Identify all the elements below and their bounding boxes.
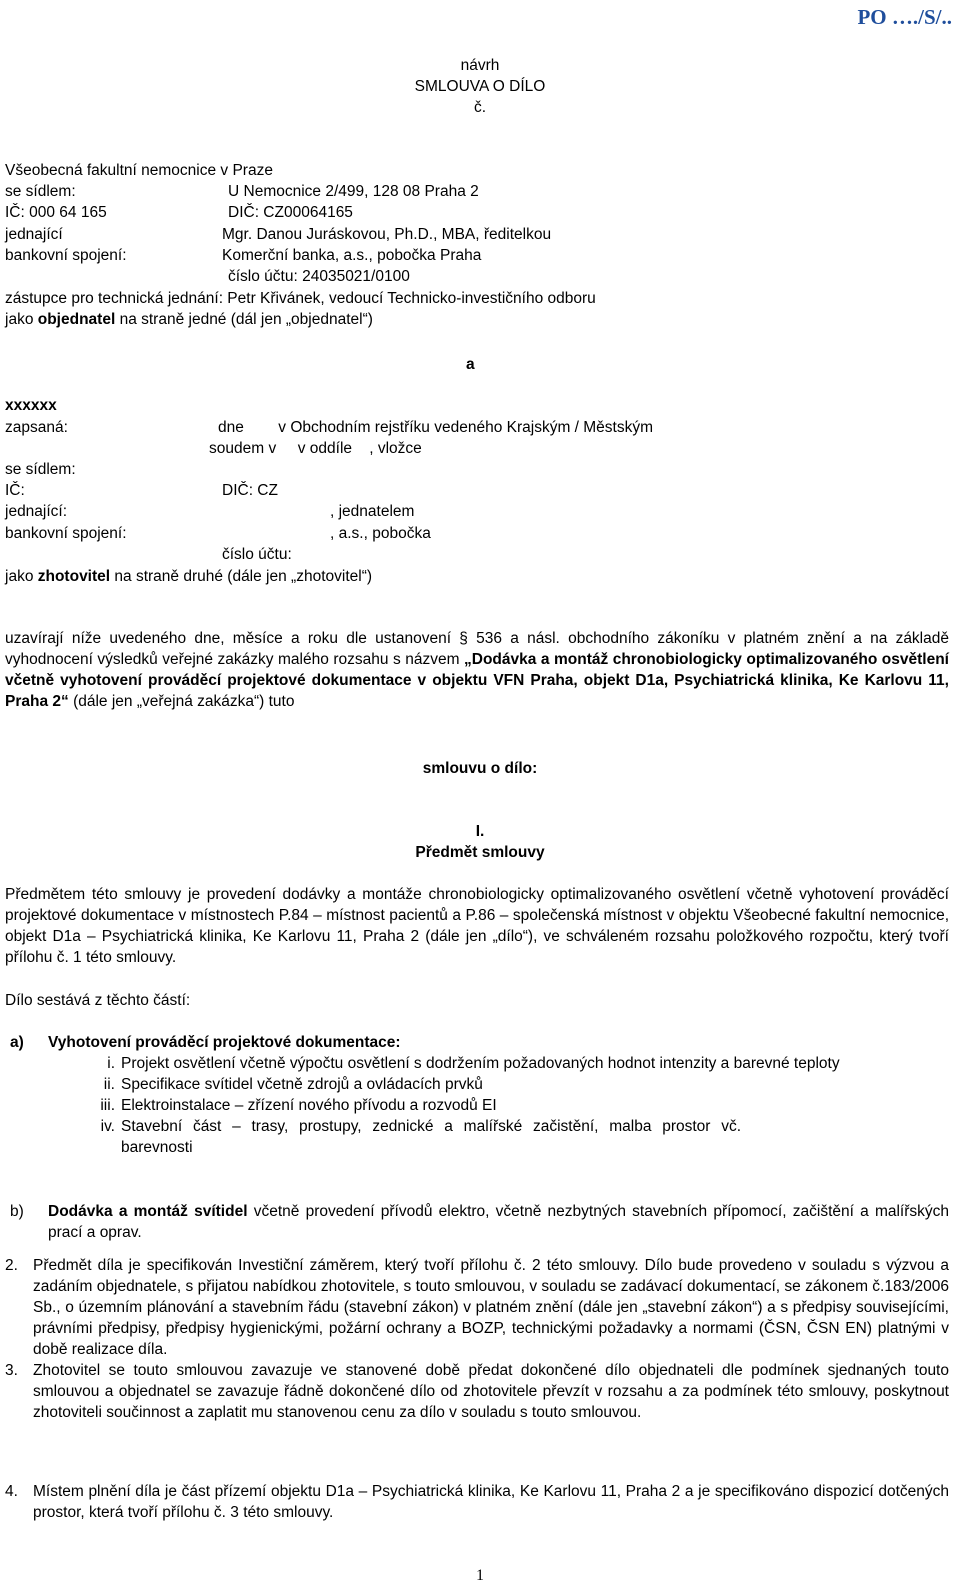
contract-heading: smlouvu o dílo:	[422, 760, 538, 777]
list-item: 4. Místem plnění díla je část přízemí objektu D1a – Psychiatrická klinika, Ke Karlovu 11, Praha 2 a je specifikováno dispozicí dotčených prostor, která tvoří přílohu č. 3 této smlouvy.	[5, 1483, 949, 1521]
client-dic: DIČ: CZ00064165	[228, 204, 353, 221]
list-item: 3. Zhotovitel se touto smlouvou zavazuje ve stanovené době předat dokončené dílo objednateli dle podmínek sjednaných touto smlouvou a objednatel se zavazuje řádně dokončené dílo od zhotovitele převzít v rozsahu a za podmínek této smlouvy, poskytnout zhotoviteli součinnost a zaplatit mu stanovenou cenu za dílo v souladu s touto smlouvou.	[5, 1362, 949, 1421]
section-title: Předmět smlouvy	[415, 844, 545, 861]
list-item: i. Projekt osvětlení včetně výpočtu osvětlení s dodržením požadovaných hodnot intenzity a barevné teploty	[107, 1055, 840, 1072]
section-number: I.	[475, 823, 485, 840]
contractor-name: xxxxxx	[5, 397, 57, 414]
contractor-reg-line1: dne v Obchodním rejstříku vedeného Krajským / Městským	[218, 419, 654, 436]
and-separator: a	[466, 356, 475, 373]
client-ico: IČ: 000 64 165	[5, 204, 107, 221]
client-bank-label: bankovní spojení:	[5, 247, 127, 264]
client-acting-value: Mgr. Danou Juráskovou, Ph.D., MBA, ředitelkou	[222, 226, 552, 243]
part-a-list	[100, 1053, 949, 1158]
part-a-label: a)	[10, 1034, 24, 1051]
doc-label-draft: návrh	[460, 57, 500, 74]
contractor-account: číslo účtu:	[222, 546, 292, 563]
part-b-label: b)	[10, 1203, 24, 1220]
client-role: jako objednatel na straně jedné (dál jen „objednatel“)	[5, 311, 373, 328]
client-tech-rep: zástupce pro technická jednání: Petr Křivánek, vedoucí Technicko-investičního odboru	[5, 290, 596, 307]
list-item: iv. Stavební část – trasy, prostupy, zednické a malířské začistění, malba prostor vč. barevnosti	[100, 1118, 741, 1156]
numbered-list-cont	[5, 1481, 949, 1523]
list-item: ii. Specifikace svítidel včetně zdrojů a ovládacích prvků	[103, 1076, 483, 1093]
contractor-bank-label: bankovní spojení:	[5, 525, 127, 542]
contractor-acting-value: , jednatelem	[330, 503, 415, 520]
list-item: 2. Předmět díla je specifikován Investiční záměrem, který tvoří přílohu č. 2 této smlouvy. Dílo bude provedeno v souladu s výzvou a zadáním objednatele, s přijatou nabídkou zhotovitele, s touto smlouvou, v souladu se zadávací dokumentací, se zákonem č.183/2006 Sb., o územním plánování a stavebním řádu (stavební zákon) v platném znění (dále jen „stavební zákon“) a s předpisy souvisejícími, právními předpisy, předpisy hygienickými, požární ochrany a BOZP, technickými požadavky a normami (ČSN, ČSN EN) platnými v době realizace díla.	[5, 1257, 949, 1358]
contractor-reg-label: zapsaná:	[5, 419, 68, 436]
contractor-dic: DIČ: CZ	[222, 482, 278, 499]
parts-intro: Dílo sestává z těchto částí:	[5, 992, 191, 1009]
numbered-list	[5, 1255, 949, 1423]
intro-paragraph: uzavírají níže uvedeného dne, měsíce a roku dle ustanovení § 536 a násl. obchodního zákoníku v platném znění a na základě vyhodnocení výsledků veřejné zakázky malého rozsahu s názvem „Dodávka a montáž chronobiologicky optimalizovaného osvětlení včetně vyhotovení prováděcí projektové dokumentace v objektu VFN Praha, objekt D1a, Psychiatrická klinika, Ke Karlovu 11, Praha 2“ (dále jen „veřejná zakázka“) tuto	[5, 630, 949, 710]
document-reference: PO …./S/..	[857, 5, 952, 29]
subject-paragraph: Předmětem této smlouvy je provedení dodávky a montáže chronobiologicky optimalizovaného osvětlení včetně vyhotovení prováděcí projektové dokumentace v místnostech P.84 – místnost pacientů a P.86 – společenská místnost v objektu Všeobecné fakultní nemocnice, objekt D1a – Psychiatrická klinika, Ke Karlovu 11, Praha 2 (dále jen „dílo“), ve schváleném rozsahu položkového rozpočtu, který tvoří přílohu č. 1 této smlouvy.	[5, 886, 949, 966]
part-b-text: Dodávka a montáž svítidel včetně provedení přívodů elektro, včetně nezbytných stavebních přípomocí, začištění a malířských prací a oprav.	[48, 1203, 950, 1241]
client-seat-label: se sídlem:	[5, 183, 76, 200]
contractor-acting-label: jednající:	[5, 503, 68, 520]
client-seat-value: U Nemocnice 2/499, 128 08 Praha 2	[228, 183, 479, 200]
contractor-seat-label: se sídlem:	[5, 461, 76, 478]
client-account: číslo účtu: 24035021/0100	[228, 268, 410, 285]
page-number: 1	[476, 1567, 484, 1584]
doc-number: č.	[473, 99, 487, 116]
doc-title: SMLOUVA O DÍLO	[414, 78, 546, 95]
client-name: Všeobecná fakultní nemocnice v Praze	[5, 162, 273, 179]
contractor-bank-value: , a.s., pobočka	[330, 525, 431, 542]
part-a-title: Vyhotovení prováděcí projektové dokumentace:	[48, 1034, 401, 1051]
contractor-reg-line2: soudem v v oddíle , vložce	[209, 440, 422, 457]
contractor-ico-label: IČ:	[5, 482, 25, 499]
contractor-role: jako zhotovitel na straně druhé (dále jen „zhotovitel“)	[5, 568, 373, 585]
client-bank-value: Komerční banka, a.s., pobočka Praha	[222, 247, 482, 264]
client-acting-label: jednající	[5, 226, 63, 243]
list-item: iii. Elektroinstalace – zřízení nového přívodu a rozvodů EI	[100, 1097, 497, 1114]
